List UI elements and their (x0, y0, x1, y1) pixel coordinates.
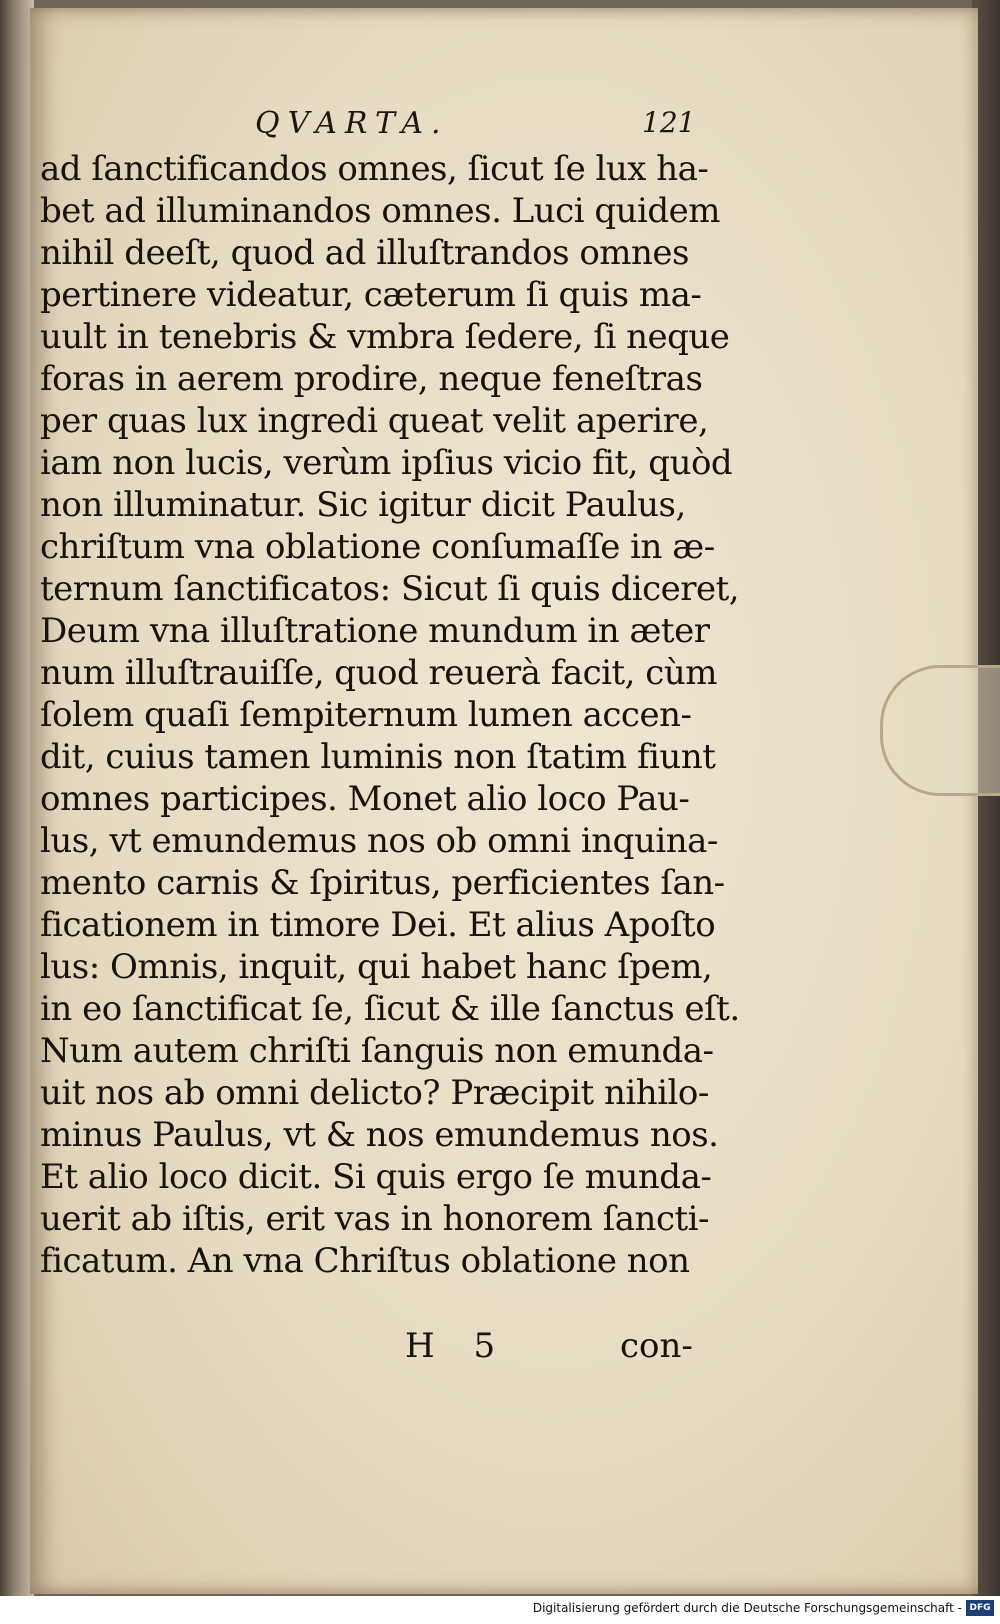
funding-credit: Digitalisierung gefördert durch die Deutsche Forschungsgemeinschaft - (532, 1601, 962, 1615)
text-line: chriſtum vna oblatione conſumaſſe in æ- (40, 527, 715, 567)
text-line: per quas lux ingredi queat velit aperire, (40, 401, 709, 441)
adjacent-page-edge (0, 0, 34, 1596)
text-line: nihil deeſt, quod ad illuſtrandos omnes (40, 233, 689, 273)
text-line: in eo ſanctificat ſe, ſicut & ille ſanctus eſt. (40, 989, 740, 1029)
text-line: ternum ſanctificatos: Sicut ſi quis diceret, (40, 569, 740, 609)
text-line: Deum vna illuſtratione mundum in æter (40, 611, 710, 651)
text-line: pertinere videatur, cæterum ſi quis ma- (40, 275, 702, 315)
signature-mark: H 5 (405, 1326, 510, 1366)
text-line: dit, cuius tamen luminis non ſtatim fiunt (40, 737, 716, 777)
running-title: QVARTA. (255, 106, 449, 141)
book-page (30, 8, 978, 1594)
dfg-logo: DFG (966, 1600, 994, 1616)
text-line: ad ſanctificandos omnes, ſicut ſe lux ha- (40, 149, 709, 189)
text-line: ficatum. An vna Chriſtus oblatione non (40, 1241, 690, 1281)
text-line: omnes participes. Monet alio loco Pau- (40, 779, 690, 819)
text-line: non illuminatur. Sic igitur dicit Paulus, (40, 485, 686, 525)
page-footer (30, 1326, 978, 1372)
credit-bar (0, 1596, 1000, 1624)
text-line: Et alio loco dicit. Si quis ergo ſe munda- (40, 1157, 712, 1197)
text-line: uerit ab iſtis, erit vas in honorem ſancti- (40, 1199, 710, 1239)
body-text (40, 148, 740, 1282)
text-line: num illuſtrauiſſe, quod reuerà facit, cùm (40, 653, 717, 693)
catchword: con- (620, 1326, 693, 1366)
text-line: uit nos ab omni delicto? Præcipit nihilo- (40, 1073, 709, 1113)
text-line: bet ad illuminandos omnes. Luci quidem (40, 191, 721, 231)
text-line: mento carnis & ſpiritus, perficientes ſan- (40, 863, 725, 903)
text-line: ſolem quaſi ſempiternum lumen accen- (40, 695, 692, 735)
text-line: foras in aerem prodire, neque feneſtras (40, 359, 703, 399)
text-line: lus, vt emundemus nos ob omni inquina- (40, 821, 718, 861)
page-clip (880, 665, 1000, 796)
text-line: lus: Omnis, inquit, qui habet hanc ſpem, (40, 947, 713, 987)
text-line: iam non lucis, verùm ipſius vicio fit, quòd (40, 443, 733, 483)
text-line: uult in tenebris & vmbra ſedere, ſi neque (40, 317, 730, 357)
text-line: Num autem chriſti ſanguis non emunda- (40, 1031, 714, 1071)
text-line: minus Paulus, vt & nos emundemus nos. (40, 1115, 719, 1155)
page-number: 121 (642, 106, 696, 139)
text-line: ficationem in timore Dei. Et alius Apoſto (40, 905, 716, 945)
